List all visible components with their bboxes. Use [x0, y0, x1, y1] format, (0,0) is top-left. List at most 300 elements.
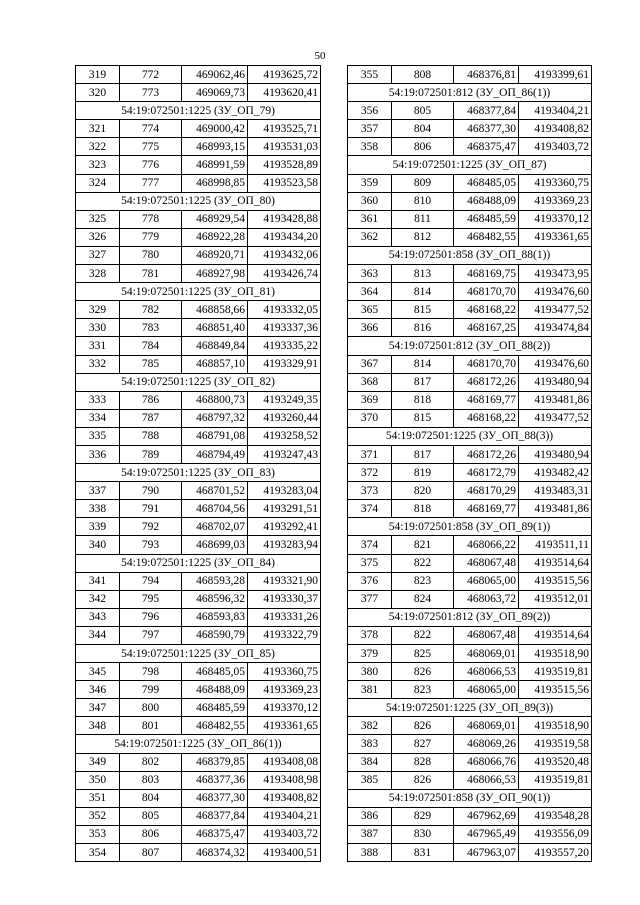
x-coordinate: 468066,53 — [454, 771, 519, 789]
y-coordinate: 4193514,64 — [519, 626, 592, 644]
parcel-header-row — [348, 337, 592, 355]
parcel-cadastral-number: 54:19:072501:858 (ЗУ_ОП_88(1)) — [348, 246, 592, 264]
x-coordinate: 468920,71 — [182, 246, 248, 264]
parcel-cadastral-number: 54:19:072501:1225 (ЗУ_ОП_84) — [76, 554, 321, 572]
table-row — [348, 500, 592, 518]
x-coordinate: 468998,85 — [182, 174, 248, 192]
point-number: 793 — [120, 536, 182, 554]
table-row — [76, 681, 321, 699]
table-row — [348, 228, 592, 246]
table-row — [76, 590, 321, 608]
x-coordinate: 468067,48 — [454, 554, 519, 572]
parcel-header-row — [348, 608, 592, 626]
table-row — [76, 699, 321, 717]
table-row — [76, 572, 321, 590]
table-row — [348, 464, 592, 482]
table-row — [348, 409, 592, 427]
x-coordinate: 467962,69 — [454, 807, 519, 825]
row-number: 364 — [348, 283, 392, 301]
point-number: 804 — [120, 789, 182, 807]
y-coordinate: 4193474,84 — [519, 319, 592, 337]
row-number: 341 — [76, 572, 120, 590]
y-coordinate: 4193283,04 — [248, 482, 321, 500]
point-number: 815 — [392, 409, 454, 427]
row-number: 327 — [76, 246, 120, 264]
table-row — [76, 825, 321, 843]
point-number: 828 — [392, 753, 454, 771]
table-row — [348, 174, 592, 192]
x-coordinate: 468800,73 — [182, 391, 248, 409]
y-coordinate: 4193476,60 — [519, 355, 592, 373]
x-coordinate: 468593,83 — [182, 608, 248, 626]
point-number: 783 — [120, 319, 182, 337]
y-coordinate: 4193370,12 — [248, 699, 321, 717]
point-number: 775 — [120, 138, 182, 156]
table-row — [76, 319, 321, 337]
row-number: 323 — [76, 156, 120, 174]
y-coordinate: 4193331,26 — [248, 608, 321, 626]
y-coordinate: 4193426,74 — [248, 265, 321, 283]
x-coordinate: 468858,66 — [182, 301, 248, 319]
x-coordinate: 468170,70 — [454, 355, 519, 373]
table-row — [76, 518, 321, 536]
point-number: 805 — [120, 807, 182, 825]
point-number: 784 — [120, 337, 182, 355]
y-coordinate: 4193511,11 — [519, 536, 592, 554]
row-number: 363 — [348, 265, 392, 283]
page-number: 50 — [314, 50, 326, 62]
row-number: 322 — [76, 138, 120, 156]
point-number: 785 — [120, 355, 182, 373]
row-number: 349 — [76, 753, 120, 771]
point-number: 817 — [392, 445, 454, 463]
table-row — [76, 663, 321, 681]
parcel-header-row — [348, 84, 592, 102]
parcel-header-row — [76, 735, 321, 753]
point-number: 810 — [392, 192, 454, 210]
y-coordinate: 4193428,88 — [248, 210, 321, 228]
point-number: 822 — [392, 554, 454, 572]
y-coordinate: 4193473,95 — [519, 265, 592, 283]
table-row — [348, 391, 592, 409]
x-coordinate: 468794,49 — [182, 445, 248, 463]
row-number: 350 — [76, 771, 120, 789]
x-coordinate: 468065,00 — [454, 681, 519, 699]
table-row — [76, 120, 321, 138]
row-number: 366 — [348, 319, 392, 337]
x-coordinate: 468067,48 — [454, 626, 519, 644]
y-coordinate: 4193400,51 — [248, 844, 321, 862]
x-coordinate: 468791,08 — [182, 427, 248, 445]
row-number: 359 — [348, 174, 392, 192]
parcel-cadastral-number: 54:19:072501:1225 (ЗУ_ОП_80) — [76, 192, 321, 210]
point-number: 821 — [392, 536, 454, 554]
x-coordinate: 468485,05 — [454, 174, 519, 192]
parcel-header-row — [76, 192, 321, 210]
y-coordinate: 4193514,64 — [519, 554, 592, 572]
row-number: 388 — [348, 844, 392, 862]
table-row — [76, 228, 321, 246]
point-number: 831 — [392, 844, 454, 862]
row-number: 340 — [76, 536, 120, 554]
table-row — [348, 210, 592, 228]
x-coordinate: 468377,84 — [182, 807, 248, 825]
x-coordinate: 468168,22 — [454, 409, 519, 427]
row-number: 347 — [76, 699, 120, 717]
table-row — [76, 246, 321, 264]
y-coordinate: 4193408,82 — [248, 789, 321, 807]
row-number: 332 — [76, 355, 120, 373]
x-coordinate: 468376,81 — [454, 66, 519, 84]
table-row — [76, 608, 321, 626]
point-number: 798 — [120, 663, 182, 681]
table-row — [76, 156, 321, 174]
parcel-header-row — [76, 102, 321, 120]
x-coordinate: 468377,84 — [454, 102, 519, 120]
table-row — [76, 844, 321, 862]
y-coordinate: 4193483,31 — [519, 482, 592, 500]
row-number: 328 — [76, 265, 120, 283]
x-coordinate: 468488,09 — [454, 192, 519, 210]
x-coordinate: 468375,47 — [182, 825, 248, 843]
row-number: 385 — [348, 771, 392, 789]
y-coordinate: 4193404,21 — [519, 102, 592, 120]
row-number: 379 — [348, 645, 392, 663]
row-number: 374 — [348, 536, 392, 554]
y-coordinate: 4193434,20 — [248, 228, 321, 246]
y-coordinate: 4193480,94 — [519, 445, 592, 463]
row-number: 329 — [76, 301, 120, 319]
table-row — [348, 572, 592, 590]
y-coordinate: 4193408,08 — [248, 753, 321, 771]
parcel-header-row — [76, 554, 321, 572]
parcel-header-row — [348, 699, 592, 717]
row-number: 353 — [76, 825, 120, 843]
table-row — [76, 409, 321, 427]
point-number: 794 — [120, 572, 182, 590]
coordinates-table-right — [347, 65, 592, 862]
table-row — [348, 590, 592, 608]
x-coordinate: 468922,28 — [182, 228, 248, 246]
point-number: 817 — [392, 373, 454, 391]
y-coordinate: 4193322,79 — [248, 626, 321, 644]
parcel-header-row — [76, 645, 321, 663]
y-coordinate: 4193480,94 — [519, 373, 592, 391]
x-coordinate: 468377,30 — [182, 789, 248, 807]
point-number: 823 — [392, 681, 454, 699]
y-coordinate: 4193548,28 — [519, 807, 592, 825]
point-number: 796 — [120, 608, 182, 626]
point-number: 806 — [392, 138, 454, 156]
row-number: 376 — [348, 572, 392, 590]
row-number: 382 — [348, 717, 392, 735]
x-coordinate: 467963,07 — [454, 844, 519, 862]
point-number: 807 — [120, 844, 182, 862]
y-coordinate: 4193519,58 — [519, 735, 592, 753]
table-row — [76, 536, 321, 554]
point-number: 808 — [392, 66, 454, 84]
row-number: 368 — [348, 373, 392, 391]
parcel-header-row — [348, 518, 592, 536]
parcel-cadastral-number: 54:19:072501:1225 (ЗУ_ОП_81) — [76, 283, 321, 301]
point-number: 820 — [392, 482, 454, 500]
x-coordinate: 468991,59 — [182, 156, 248, 174]
x-coordinate: 468167,25 — [454, 319, 519, 337]
table-row — [348, 735, 592, 753]
row-number: 319 — [76, 66, 120, 84]
point-number: 823 — [392, 572, 454, 590]
point-number: 772 — [120, 66, 182, 84]
x-coordinate: 468929,54 — [182, 210, 248, 228]
point-number: 812 — [392, 228, 454, 246]
x-coordinate: 469069,73 — [182, 84, 248, 102]
table-row — [348, 373, 592, 391]
row-number: 321 — [76, 120, 120, 138]
x-coordinate: 468702,07 — [182, 518, 248, 536]
x-coordinate: 468377,36 — [182, 771, 248, 789]
row-number: 380 — [348, 663, 392, 681]
point-number: 788 — [120, 427, 182, 445]
x-coordinate: 468169,75 — [454, 265, 519, 283]
point-number: 818 — [392, 500, 454, 518]
row-number: 386 — [348, 807, 392, 825]
x-coordinate: 468169,77 — [454, 500, 519, 518]
y-coordinate: 4193408,98 — [248, 771, 321, 789]
x-coordinate: 468375,47 — [454, 138, 519, 156]
point-number: 774 — [120, 120, 182, 138]
y-coordinate: 4193361,65 — [519, 228, 592, 246]
table-row — [348, 753, 592, 771]
x-coordinate: 468797,32 — [182, 409, 248, 427]
y-coordinate: 4193337,36 — [248, 319, 321, 337]
x-coordinate: 468701,52 — [182, 482, 248, 500]
table-row — [348, 445, 592, 463]
point-number: 782 — [120, 301, 182, 319]
y-coordinate: 4193620,41 — [248, 84, 321, 102]
table-row — [348, 192, 592, 210]
table-row — [348, 120, 592, 138]
point-number: 773 — [120, 84, 182, 102]
row-number: 354 — [76, 844, 120, 862]
point-number: 792 — [120, 518, 182, 536]
table-row — [76, 174, 321, 192]
table-row — [76, 210, 321, 228]
row-number: 375 — [348, 554, 392, 572]
row-number: 345 — [76, 663, 120, 681]
y-coordinate: 4193247,43 — [248, 445, 321, 463]
parcel-header-row — [76, 464, 321, 482]
y-coordinate: 4193531,03 — [248, 138, 321, 156]
row-number: 362 — [348, 228, 392, 246]
table-row — [76, 301, 321, 319]
point-number: 826 — [392, 771, 454, 789]
x-coordinate: 468851,40 — [182, 319, 248, 337]
point-number: 822 — [392, 626, 454, 644]
row-number: 352 — [76, 807, 120, 825]
row-number: 325 — [76, 210, 120, 228]
y-coordinate: 4193360,75 — [519, 174, 592, 192]
x-coordinate: 468590,79 — [182, 626, 248, 644]
x-coordinate: 468172,79 — [454, 464, 519, 482]
y-coordinate: 4193403,72 — [248, 825, 321, 843]
table-row — [76, 427, 321, 445]
parcel-header-row — [348, 246, 592, 264]
y-coordinate: 4193360,75 — [248, 663, 321, 681]
y-coordinate: 4193625,72 — [248, 66, 321, 84]
table-row — [76, 337, 321, 355]
table-row — [348, 663, 592, 681]
row-number: 333 — [76, 391, 120, 409]
row-number: 342 — [76, 590, 120, 608]
point-number: 780 — [120, 246, 182, 264]
table-row — [348, 66, 592, 84]
table-row — [348, 554, 592, 572]
table-row — [348, 265, 592, 283]
row-number: 367 — [348, 355, 392, 373]
x-coordinate: 468170,29 — [454, 482, 519, 500]
y-coordinate: 4193519,81 — [519, 771, 592, 789]
row-number: 336 — [76, 445, 120, 463]
row-number: 378 — [348, 626, 392, 644]
y-coordinate: 4193291,51 — [248, 500, 321, 518]
y-coordinate: 4193330,37 — [248, 590, 321, 608]
point-number: 779 — [120, 228, 182, 246]
row-number: 384 — [348, 753, 392, 771]
table-row — [76, 753, 321, 771]
x-coordinate: 468593,28 — [182, 572, 248, 590]
table-row — [76, 66, 321, 84]
x-coordinate: 468374,32 — [182, 844, 248, 862]
x-coordinate: 468066,53 — [454, 663, 519, 681]
parcel-cadastral-number: 54:19:072501:1225 (ЗУ_ОП_87) — [348, 156, 592, 174]
row-number: 360 — [348, 192, 392, 210]
point-number: 826 — [392, 663, 454, 681]
y-coordinate: 4193332,05 — [248, 301, 321, 319]
parcel-header-row — [348, 427, 592, 445]
x-coordinate: 467965,49 — [454, 825, 519, 843]
parcel-cadastral-number: 54:19:072501:1225 (ЗУ_ОП_85) — [76, 645, 321, 663]
x-coordinate: 469062,46 — [182, 66, 248, 84]
row-number: 337 — [76, 482, 120, 500]
y-coordinate: 4193292,41 — [248, 518, 321, 536]
table-row — [348, 771, 592, 789]
y-coordinate: 4193523,58 — [248, 174, 321, 192]
y-coordinate: 4193481,86 — [519, 500, 592, 518]
y-coordinate: 4193369,23 — [519, 192, 592, 210]
y-coordinate: 4193432,06 — [248, 246, 321, 264]
row-number: 381 — [348, 681, 392, 699]
x-coordinate: 468063,72 — [454, 590, 519, 608]
table-row — [76, 138, 321, 156]
y-coordinate: 4193515,56 — [519, 572, 592, 590]
y-coordinate: 4193249,35 — [248, 391, 321, 409]
x-coordinate: 468172,26 — [454, 445, 519, 463]
parcel-cadastral-number: 54:19:072501:812 (ЗУ_ОП_86(1)) — [348, 84, 592, 102]
parcel-cadastral-number: 54:19:072501:1225 (ЗУ_ОП_86(1)) — [76, 735, 321, 753]
x-coordinate: 468596,32 — [182, 590, 248, 608]
y-coordinate: 4193260,44 — [248, 409, 321, 427]
table-row — [348, 301, 592, 319]
y-coordinate: 4193404,21 — [248, 807, 321, 825]
point-number: 813 — [392, 265, 454, 283]
row-number: 374 — [348, 500, 392, 518]
y-coordinate: 4193518,90 — [519, 717, 592, 735]
point-number: 806 — [120, 825, 182, 843]
row-number: 371 — [348, 445, 392, 463]
x-coordinate: 468169,77 — [454, 391, 519, 409]
x-coordinate: 468172,26 — [454, 373, 519, 391]
point-number: 830 — [392, 825, 454, 843]
row-number: 357 — [348, 120, 392, 138]
table-row — [76, 355, 321, 373]
table-row — [348, 138, 592, 156]
y-coordinate: 4193369,23 — [248, 681, 321, 699]
row-number: 358 — [348, 138, 392, 156]
row-number: 351 — [76, 789, 120, 807]
point-number: 803 — [120, 771, 182, 789]
row-number: 370 — [348, 409, 392, 427]
y-coordinate: 4193518,90 — [519, 645, 592, 663]
table-row — [76, 771, 321, 789]
table-row — [76, 807, 321, 825]
x-coordinate: 468482,55 — [182, 717, 248, 735]
parcel-cadastral-number: 54:19:072501:858 (ЗУ_ОП_90(1)) — [348, 789, 592, 807]
y-coordinate: 4193525,71 — [248, 120, 321, 138]
point-number: 804 — [392, 120, 454, 138]
point-number: 789 — [120, 445, 182, 463]
table-row — [348, 825, 592, 843]
parcel-cadastral-number: 54:19:072501:858 (ЗУ_ОП_89(1)) — [348, 518, 592, 536]
x-coordinate: 468069,26 — [454, 735, 519, 753]
y-coordinate: 4193556,09 — [519, 825, 592, 843]
y-coordinate: 4193477,52 — [519, 409, 592, 427]
point-number: 800 — [120, 699, 182, 717]
row-number: 373 — [348, 482, 392, 500]
table-row — [348, 626, 592, 644]
table-row — [348, 102, 592, 120]
y-coordinate: 4193477,52 — [519, 301, 592, 319]
table-row — [348, 717, 592, 735]
row-number: 365 — [348, 301, 392, 319]
point-number: 811 — [392, 210, 454, 228]
parcel-cadastral-number: 54:19:072501:1225 (ЗУ_ОП_79) — [76, 102, 321, 120]
table-row — [76, 626, 321, 644]
point-number: 786 — [120, 391, 182, 409]
point-number: 805 — [392, 102, 454, 120]
parcel-header-row — [348, 156, 592, 174]
point-number: 816 — [392, 319, 454, 337]
x-coordinate: 468849,84 — [182, 337, 248, 355]
x-coordinate: 468069,01 — [454, 717, 519, 735]
point-number: 809 — [392, 174, 454, 192]
table-row — [348, 319, 592, 337]
table-row — [76, 482, 321, 500]
y-coordinate: 4193512,01 — [519, 590, 592, 608]
y-coordinate: 4193482,42 — [519, 464, 592, 482]
row-number: 344 — [76, 626, 120, 644]
point-number: 776 — [120, 156, 182, 174]
row-number: 326 — [76, 228, 120, 246]
row-number: 383 — [348, 735, 392, 753]
parcel-header-row — [76, 283, 321, 301]
table-row — [348, 844, 592, 862]
row-number: 348 — [76, 717, 120, 735]
x-coordinate: 468066,76 — [454, 753, 519, 771]
y-coordinate: 4193283,94 — [248, 536, 321, 554]
x-coordinate: 468704,56 — [182, 500, 248, 518]
point-number: 815 — [392, 301, 454, 319]
point-number: 814 — [392, 355, 454, 373]
